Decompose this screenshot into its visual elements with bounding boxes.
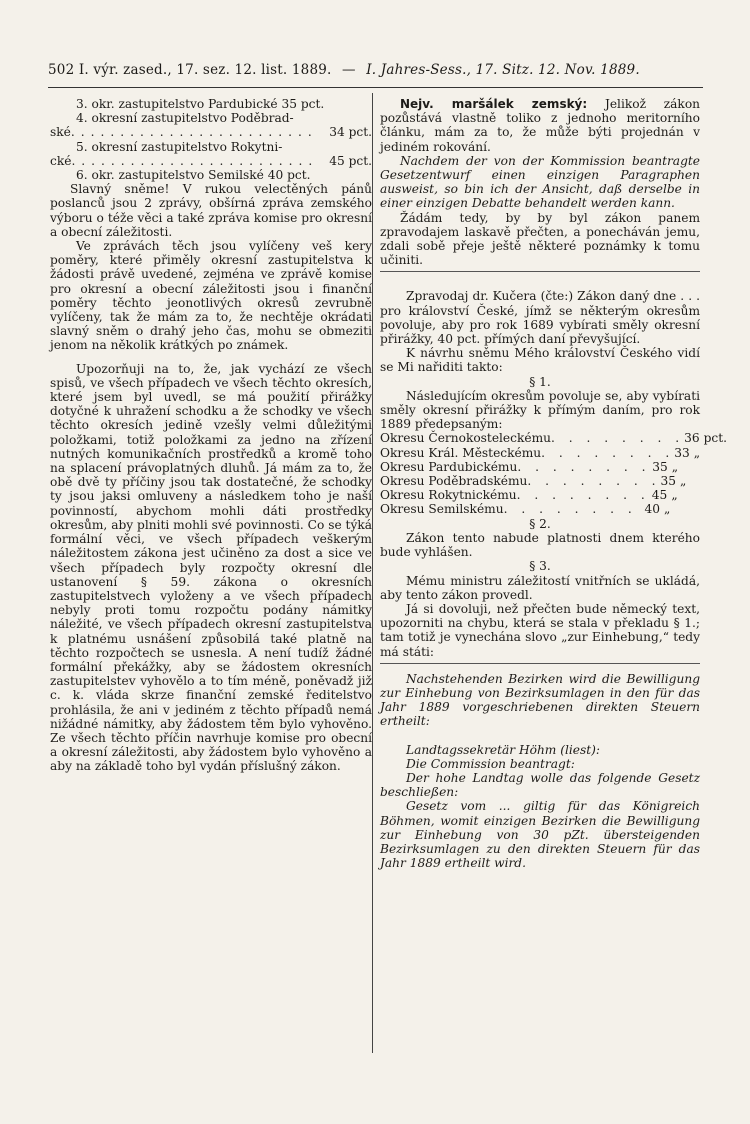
paragraph bbox=[380, 289, 700, 346]
speaker-name: Zpravodaj dr. Kučera bbox=[406, 289, 537, 304]
list-item-value: 45 pct. bbox=[329, 153, 372, 168]
rate-value: 35 bbox=[652, 459, 668, 474]
speaker-name: Landtagssekretär Höhm bbox=[406, 742, 557, 757]
speaker-note: (čte:) bbox=[540, 289, 574, 304]
rate-district: Okresu Černokosteleckému bbox=[380, 431, 551, 446]
section-heading: § 1. bbox=[529, 374, 551, 389]
rate-district: Okresu Semilskému bbox=[380, 502, 504, 517]
rate-row bbox=[380, 446, 700, 460]
speaker-note: (liest): bbox=[560, 742, 601, 757]
paragraph-german: Der hohe Landtag wolle das folgende Gesetz beschließen: bbox=[380, 770, 700, 800]
speech-text: Zákon daný dne . . . pro království České, jímž se některým okresům povoluje, aby pro rok 1689 vybírati směly okresní přirážky, 40 pct. přímých daní převyšující. bbox=[380, 289, 700, 347]
leader-dots: . . . . . . . . bbox=[517, 459, 651, 474]
speech-text: Jelikož zákon pozůstává vlastně toliko z jednoho meritorního článku, mám za to, že může býti projednán v jediném rokování. bbox=[380, 97, 701, 154]
paragraph: K návrhu sněmu Mého království Českého vidí se Mi nařiditi takto: bbox=[380, 346, 700, 375]
spacer bbox=[380, 280, 700, 289]
spacer bbox=[380, 729, 700, 743]
rate-unit: pct. bbox=[703, 431, 728, 446]
rate-district: Okresu Poděbradskému bbox=[380, 474, 528, 489]
paragraph: Následujícím okresům povoluje se, aby vybírati směly okresní přirážky k přímým daním, pro rok 1889 předepsaným: bbox=[380, 388, 700, 432]
leader-dots: . . . . . . . . bbox=[516, 488, 650, 503]
rate-value: 36 bbox=[684, 431, 700, 446]
paragraph: Zákon tento nabude platnosti dnem kterého bude vyhlášen. bbox=[380, 530, 700, 560]
rate-row bbox=[380, 488, 700, 502]
paragraph: Mému ministru záležitostí vnitřních se ukládá, aby tento zákon provedl. bbox=[380, 573, 700, 602]
leader-dots: . . . . . . . . bbox=[550, 431, 685, 446]
list-item bbox=[50, 154, 372, 168]
right-column bbox=[380, 97, 728, 871]
list-item-text: ské bbox=[50, 125, 71, 140]
section-heading: § 2. bbox=[529, 516, 551, 531]
column-divider bbox=[372, 93, 373, 1053]
section-rule bbox=[380, 271, 700, 272]
left-column bbox=[50, 97, 372, 774]
rate-district: Okresu Pardubickému bbox=[380, 459, 518, 474]
list-item: 6. okr. zastupitelstvo Semilské 40 pct. bbox=[76, 168, 311, 183]
list-item: 5. okresní zastupitelstvo Rokytni- bbox=[76, 139, 283, 154]
list-item: 3. okr. zastupitelstvo Pardubické 35 pct. bbox=[76, 97, 325, 111]
rate-row bbox=[380, 502, 700, 516]
rate-value: 40 bbox=[644, 502, 660, 517]
rate-unit: „ bbox=[680, 474, 687, 489]
paragraph bbox=[380, 743, 700, 757]
rate-unit: „ bbox=[671, 488, 678, 503]
leader-dots: ......................... bbox=[70, 125, 318, 140]
paragraph: Žádám tedy, by by byl zákon panem zpravodajem laskavě přečten, a ponecháván jemu, zdali sobě přeje ještě některé poznámky k tomu učiniti. bbox=[380, 210, 700, 268]
leader-dots: . . . . . . . . bbox=[503, 502, 637, 517]
paragraph-german: Nachdem der von der Kommission beantragte Gesetzentwurf einen einzigen Paragraphen ausweist, so bin ich der Ansicht, daß derselbe in einer einzigen Debatte behandelt werden kann. bbox=[380, 153, 700, 211]
paragraph-german: Nachstehenden Bezirken wird die Bewilligung zur Einhebung von Bezirksumlagen in den für das Jahr 1889 vorgeschriebenen direkten Steuern ertheilt: bbox=[380, 671, 700, 729]
section-heading: § 3. bbox=[529, 559, 551, 574]
paragraph: Já si dovoluji, než přečten bude německý text, upozorniti na chybu, která se stala v překladu § 1.; tam totiž je vynechána slovo „zur Einhebung,“ tedy má státi: bbox=[380, 601, 700, 659]
rate-district: Okresu Král. Městeckému bbox=[380, 445, 542, 460]
leader-dots: . . . . . . . . bbox=[541, 445, 675, 460]
rates-list bbox=[380, 431, 728, 517]
paragraph: Ve zprávách těch jsou vylíčeny veš kery poměry, které přiměly okresní zastupitelstva k žádosti právě uvedené, zejména ve zprávě komise pro okresní a obecní záležitosti jsou i finanční poměry těchto jeonotlivých okresů zevrubně vylíčeny, tak že mám za to, že nechtěje okrádati slavný sněm o drahý jeho čas, mohu se obmeziti jenom na několik krátkých po známek. bbox=[50, 239, 372, 353]
header-german: I. Jahres-Sess., 17. Sitz. 12. Nov. 1889. bbox=[366, 62, 640, 78]
paragraph-german: Die Commission beantragt: bbox=[406, 756, 575, 771]
rate-row bbox=[380, 431, 728, 446]
rate-value: 33 bbox=[674, 445, 690, 460]
list-item-value: 34 pct. bbox=[329, 125, 372, 140]
speaker-name: Nejv. maršálek zemský: bbox=[400, 97, 588, 111]
paragraph-german: Gesetz vom ... giltig für das Königreich Böhmen, womit einzigen Bezirken die Bewilligung zur Einhebung von 30 pZt. übersteigenden Bezirksumlagen zu den direkten Steuern für das Jahr 1889 ertheilt wird. bbox=[380, 799, 700, 871]
spacer bbox=[50, 353, 372, 362]
header-czech: 502 I. výr. zased., 17. sez. 12. list. 1889. bbox=[48, 62, 332, 78]
rate-unit: „ bbox=[664, 502, 671, 517]
list-item bbox=[50, 125, 372, 139]
rate-value: 35 bbox=[660, 474, 677, 489]
rate-row bbox=[380, 460, 700, 474]
paragraph bbox=[380, 97, 700, 154]
rate-unit: „ bbox=[671, 459, 679, 474]
page-header bbox=[48, 62, 703, 80]
section-rule bbox=[380, 663, 700, 664]
leader-dots: ......................... bbox=[71, 153, 319, 168]
rate-district: Okresu Rokytnickému bbox=[380, 488, 517, 503]
rate-value: 45 bbox=[651, 488, 668, 503]
header-dash: — bbox=[342, 62, 356, 78]
leader-dots: . . . . . . . . bbox=[527, 474, 661, 489]
list-item: 4. okresní zastupitelstvo Poděbrad- bbox=[76, 111, 294, 126]
rate-unit: „ bbox=[693, 445, 701, 460]
rate-row bbox=[380, 474, 700, 488]
paragraph: Upozorňuji na to, že, jak vychází ze všech spisů, ve všech případech ve všech těchto okresích, které jsem byl uvedl, se má použití přirážky dotyčné k uhražení schodku a že schodky ve všech těchto okresích jedině vzešly velmi důležitými položkami, totiž položkami za jedno na zřízení nutných komunikačních prostředků a kromě toho na splacení právoplatných dluhů. Já mám za to, že obě dvě ty příčiny jsou tak dostatečné, že schodky ty jsou jaksi omluveny a následkem toho je naší povinností, abychom mohli dáti prostředky okresům, aby plniti mohli své povinnosti. Co se týká formální věci, ve všech případech veškerým náležitostem zákona jest učiněno za dost a sice ve všech případech byly rozpočty okresní dle ustanovení § 59. zákona o okresních zastupitelstvech vyloženy a ve všech případech nebyly proti tomu rozpočtu podány námitky náležité, ve všech případech okresní zastupitelstva k platnému usnášení způsobilá také platně na těchto rozpočtech se usnesla. A není tudíž žádné formální překážky, aby se žádostem okresních zastupitelstev vyhovělo a to tím méně, poněvadž již c. k. vláda skrze finanční zemské ředitelstvo prohlásila, že ani v jediném z těchto případů nemá nižádné námitky, aby žádostem těm bylo vyhověno. Ze všech těchto příčin navrhuje komise pro obecní a okresní záležitosti, aby žádostem bylo vyhověno a aby na základě toho byl vydán příslušný zákon. bbox=[50, 361, 372, 774]
list-item-text: cké bbox=[50, 153, 72, 168]
header-rule bbox=[48, 87, 703, 88]
paragraph: Slavný sněme! V rukou velectěných pánů poslanců jsou 2 zprávy, obšírná zpráva zemského výboru o téže věci a také zpráva komise pro okresní a obecní záležitosti. bbox=[50, 182, 372, 239]
